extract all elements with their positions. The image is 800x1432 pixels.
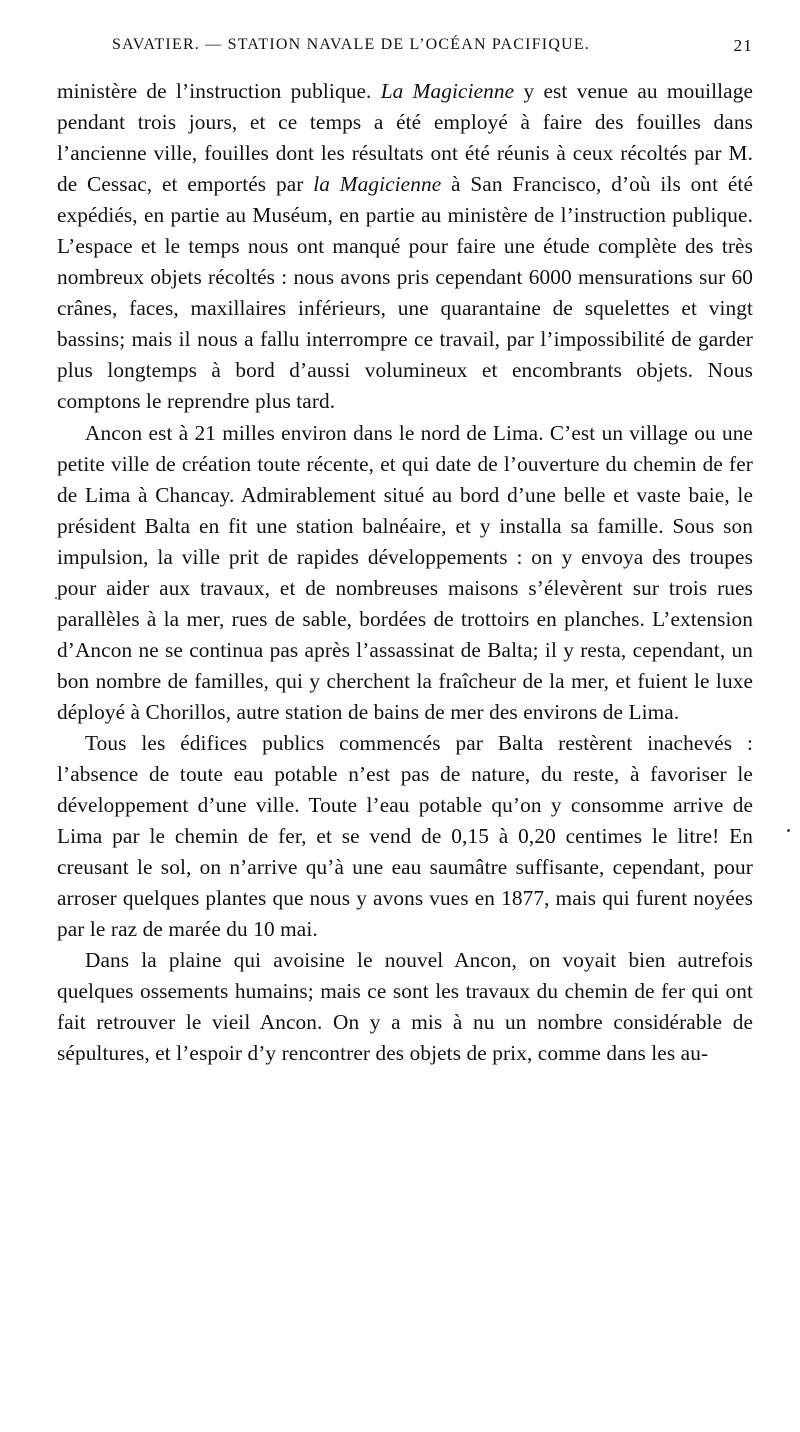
paragraph-3: Tous les édifices publics commencés par Balta restèrent inachevés : l’absence de toute eau potable n’est pas de nature, du reste, à favoriser le développement d’une ville. Toute l’eau potable qu’on y consomme arrive de Lima par le chemin de fer, et se vend de 0,15 à 0,20 centimes le litre! En creusant le sol, on n’arrive qu’à une eau saumâtre suffisante, cependant, pour arroser quelques plantes que nous y avons vues en 1877, mais qui furent noyées par le raz de marée du 10 mai.: [57, 730, 753, 942]
paragraph-1-part-1: ministère de l’instruction publique.: [57, 79, 381, 103]
book-page: [57, 32, 753, 1070]
page-number: 21: [733, 36, 753, 55]
print-speck: [787, 829, 790, 832]
paragraph-1-part-5: à San Francisco, d’où ils ont été expédiés, en partie au Muséum, en partie au ministère de l’instruction publique. L’espace et le temps nous ont manqué pour faire une étude complète des très nombreux objets récoltés : nous avons pris cependant 6000 mensurations sur 60 crânes, faces, maxillaires inférieurs, une quarantaine de squelettes et vingt bassins; mais il nous a fallu interrompre ce travail, par l’impossibilité de garder plus longtemps à bord d’aussi volumineux et encombrants objets. Nous comptons le reprendre plus tard.: [57, 172, 754, 414]
print-speck: [55, 597, 57, 599]
ship-name-italic: La Magicienne: [380, 79, 515, 103]
paragraph-4: Dans la plaine qui avoisine le nouvel Ancon, on voyait bien autrefois quelques ossements humains; mais ce sont les travaux du chemin de fer qui ont fait retrouver le vieil Ancon. On y a mis à nu un nombre considérable de sépultures, et l’espoir d’y rencontrer des objets de prix, comme dans les au-: [57, 948, 753, 1066]
running-header: [57, 32, 753, 60]
running-title: SAVATIER. — STATION NAVALE DE L’OCÉAN PACIFIQUE.: [112, 36, 590, 53]
paragraph-1: [57, 76, 753, 418]
paragraph-1-part-3: y est venue au mouillage pendant trois jours, et ce temps a été employé à faire des fouilles dans l’ancienne ville, fouilles dont les résultats ont été réunis à ceux récoltés par M. de Cessac, et emportés par: [57, 79, 753, 197]
ship-name-italic-2: la Magicienne: [313, 172, 442, 197]
paragraph-2: Ancon est à 21 milles environ dans le nord de Lima. C’est un village ou une petite ville de création toute récente, et qui date de l’ouverture du chemin de fer de Lima à Chancay. Admirablement situé au bord d’une belle et vaste baie, le président Balta en fit une station balnéaire, et y installa sa famille. Sous son impulsion, la ville prit de rapides développements : on y envoya des troupes pour aider aux travaux, et de nombreuses maisons s’élevèrent sur trois rues parallèles à la mer, rues de sable, bordées de trottoirs en planches. L’extension d’Ancon ne se continua pas après l’assassinat de Balta; il y resta, cependant, un bon nombre de familles, qui y cherchent la fraîcheur de la mer, et fuient le luxe déployé à Chorillos, autre station de bains de mer des environs de Lima.: [57, 420, 753, 724]
body-text: [57, 76, 753, 1070]
